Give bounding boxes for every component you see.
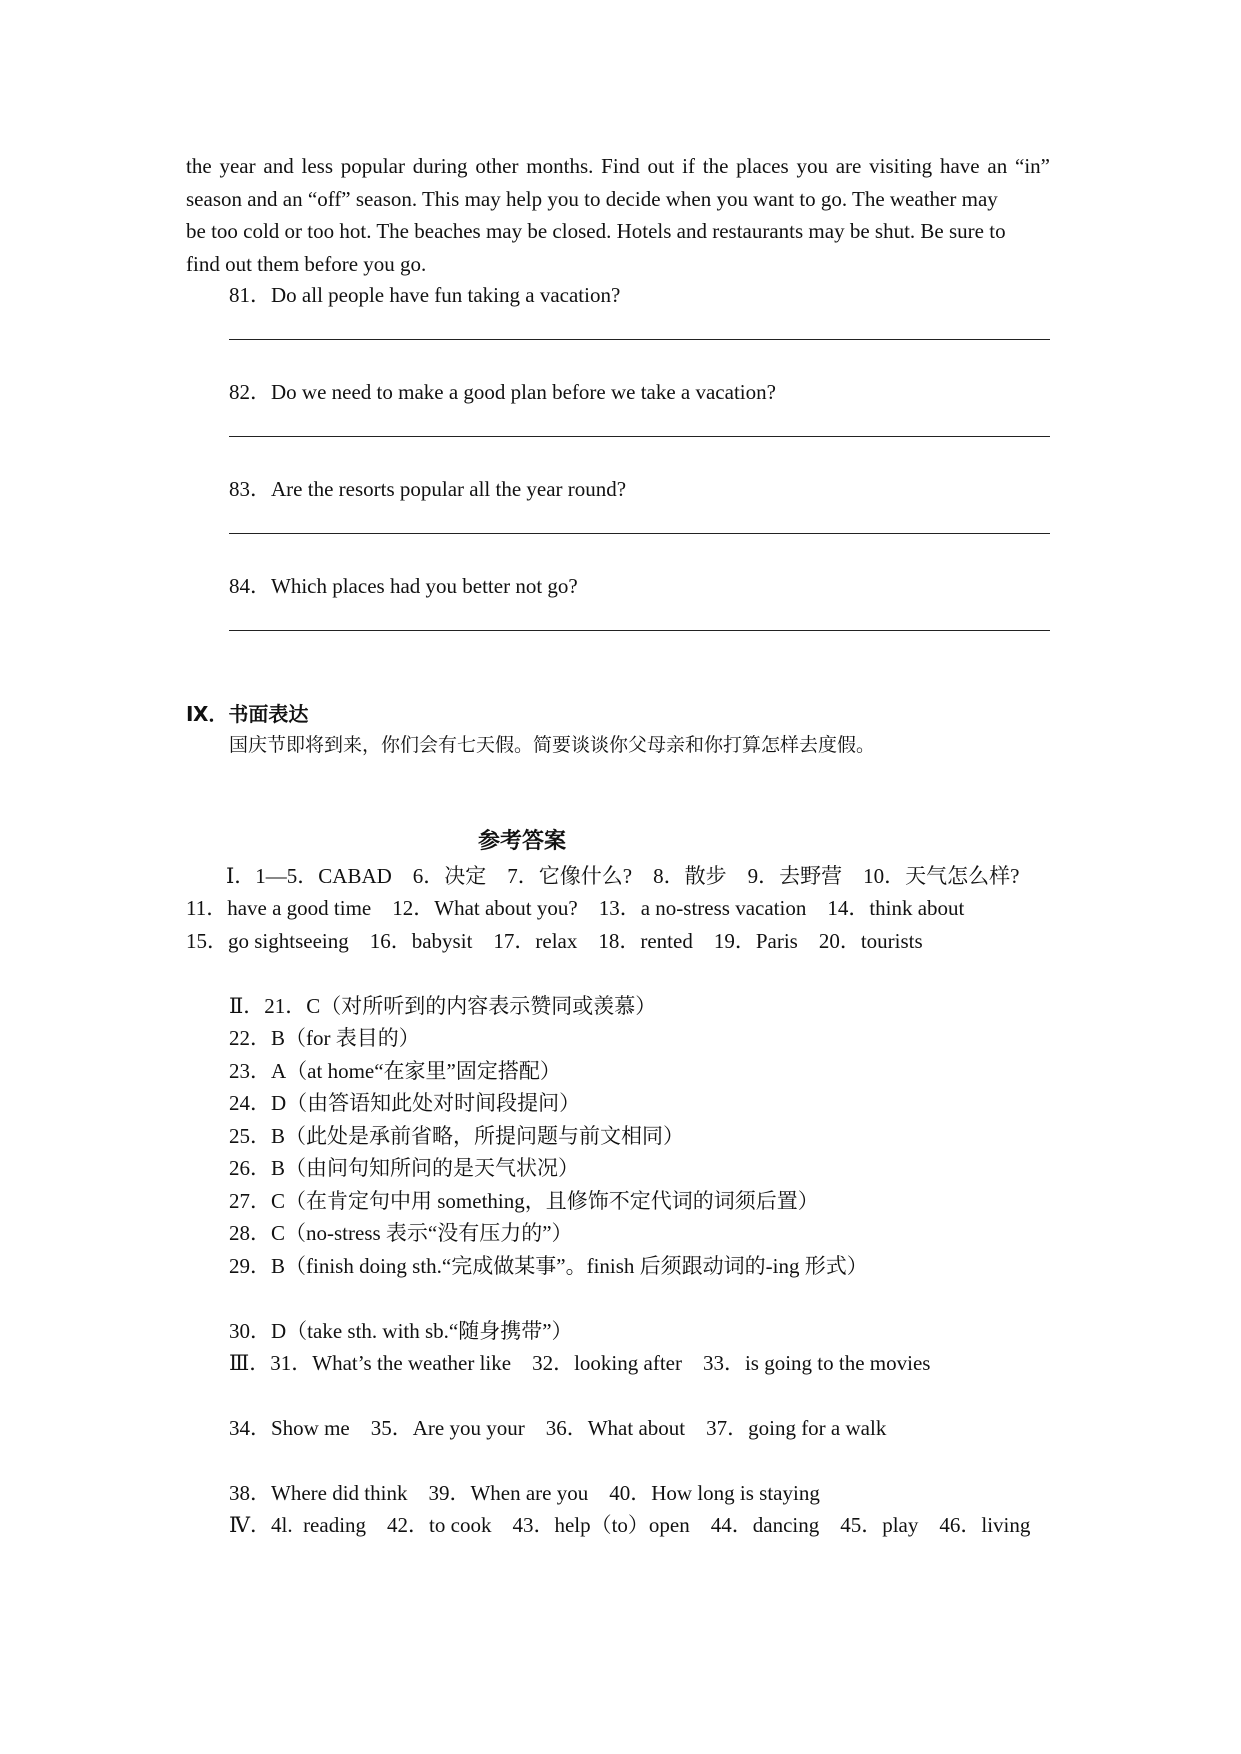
answers-part2-line: 22．B（for 表目的）: [229, 1026, 420, 1050]
answers-item-30: 30．D（take sth. with sb.“随身携带”）: [229, 1319, 573, 1343]
answer-line-83[interactable]: [229, 533, 1050, 534]
answers-part1-line: Ⅰ．1—5．CABAD 6．决定 7．它像什么? 8．散步 9．去野营 10．天气怎么样?: [226, 864, 1020, 888]
question-81: 81．Do all people have fun taking a vacation?: [229, 283, 621, 307]
passage-line: the year and less popular during other months. Find out if the places you are visiting have an “in”: [186, 154, 1050, 178]
answer-line-81[interactable]: [229, 339, 1050, 340]
answers-part2-line: 28．C（no-stress 表示“没有压力的”）: [229, 1221, 573, 1245]
question-82: 82．Do we need to make a good plan before we take a vacation?: [229, 380, 776, 404]
answers-title: 参考答案: [478, 829, 567, 854]
passage-line: season and an “off” season. This may help you to decide when you want to go. The weather may: [186, 186, 998, 211]
answers-part1-line: 15．go sightseeing 16．babysit 17．relax 18．rented 19．Paris 20．tourists: [186, 929, 923, 953]
answers-part3-line: Ⅲ．31．What’s the weather like 32．looking after 33．is going to the movies: [229, 1351, 931, 1375]
answers-part2-line: 29．B（finish doing sth.“完成做某事”。finish 后须跟动词的-ing 形式）: [229, 1254, 868, 1278]
passage-paragraph: [186, 150, 1050, 281]
passage-line: find out them before you go.: [186, 252, 427, 277]
question-84: 84．Which places had you better not go?: [229, 574, 578, 598]
answers-part2-line: 27．C（在肯定句中用 something，且修饰不定代词的词须后置）: [229, 1189, 819, 1213]
answers-part1-line: 11．have a good time 12．What about you? 13．a no-stress vacation 14．think about: [186, 896, 965, 920]
answers-part3-line: 34．Show me 35．Are you your 36．What about 37．going for a walk: [229, 1416, 887, 1440]
answers-part2-line: 23．A（at home“在家里”固定搭配）: [229, 1059, 561, 1083]
answers-part2-line: 26．B（由问句知所问的是天气状况）: [229, 1156, 580, 1180]
section-9-title: Ⅸ．书面表达: [186, 702, 309, 726]
answer-line-82[interactable]: [229, 436, 1050, 437]
answer-line-84[interactable]: [229, 630, 1050, 631]
answers-part4-line: Ⅳ．4l. reading 42．to cook 43．help（to）open 44．dancing 45．play 46．living: [229, 1513, 1031, 1537]
answers-part2-line: Ⅱ．21．C（对所听到的内容表示赞同或羡慕）: [229, 994, 657, 1018]
answers-part2-line: 24．D（由答语知此处对时间段提问）: [229, 1091, 581, 1115]
passage-line: be too cold or too hot. The beaches may be closed. Hotels and restaurants may be shut. Be sure to: [186, 219, 1006, 244]
question-83: 83．Are the resorts popular all the year round?: [229, 477, 627, 501]
section-9-prompt: 国庆节即将到来，你们会有七天假。简要谈谈你父母亲和你打算怎样去度假。: [229, 734, 876, 756]
answers-part2-line: 25．B（此处是承前省略，所提问题与前文相同）: [229, 1124, 685, 1148]
answers-part3-line: 38．Where did think 39．When are you 40．How long is staying: [229, 1481, 820, 1505]
